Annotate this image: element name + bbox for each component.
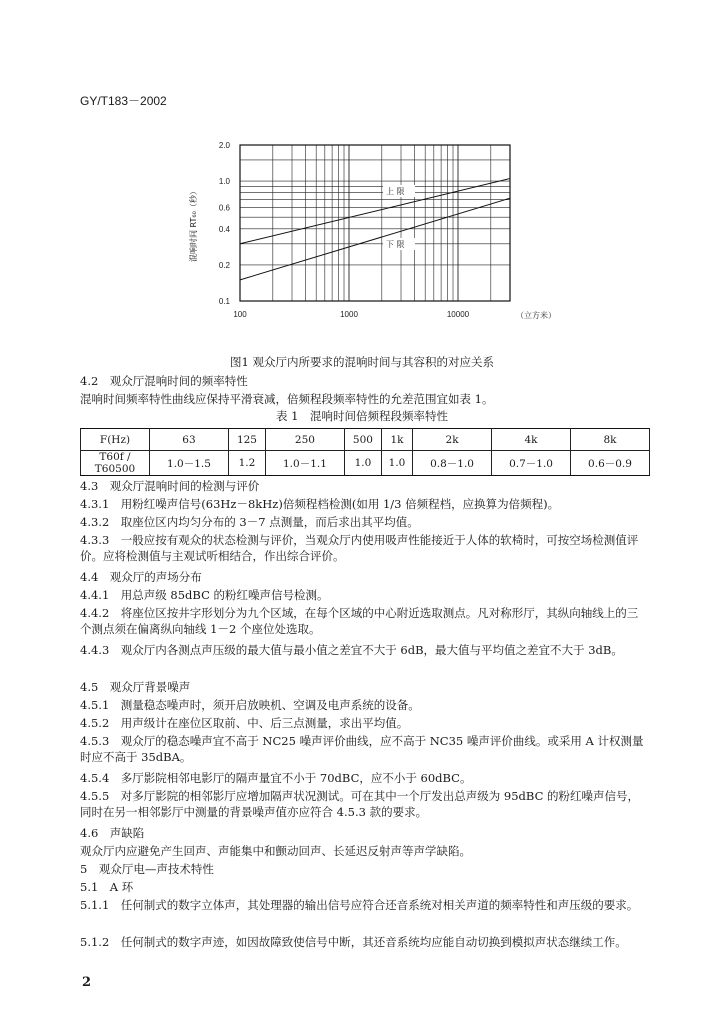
y-tick-label: 0.2 [218, 260, 230, 270]
table-header-cell: 4k [492, 429, 571, 451]
y-tick-label: 0.1 [218, 297, 230, 306]
y-tick-label: 0.6 [218, 203, 230, 213]
table-row-frequency [81, 429, 650, 451]
section-4-4-title: 4.4 观众厅的声场分布 [80, 570, 202, 584]
table-value-cell: 1.0 [344, 451, 381, 476]
section-4-3-title: 4.3 观众厅混响时间的检测与评价 [80, 479, 260, 493]
y-tick-label: 2.0 [218, 141, 230, 150]
section-5-1-1: 5.1.1 任何制式的数字立体声，其处理器的输出信号应符合还音系统对相关声道的频率特性和声压级的要求。 [80, 898, 639, 912]
table-header-cell: 8k [571, 429, 650, 451]
page-number: 2 [82, 975, 92, 990]
table-row-label-frequency: F(Hz) [81, 429, 150, 451]
y-tick-label: 0.4 [218, 224, 230, 234]
x-tick-label: 1000 [340, 310, 358, 319]
section-4-5-3: 4.5.3 观众厅的稳态噪声宜不高于 NC25 噪声评价曲线，应不高于 NC35 噪声评价曲线。或采用 A 计权测量时应不高于 35dBA。 [80, 734, 644, 764]
section-4-6-text: 观众厅内应避免产生回声、声能集中和颤动回声、长延迟反射声等声学缺陷。 [80, 844, 471, 858]
section-4-2-text: 混响时间频率特性曲线应保持平滑衰减，倍频程段频率特性的允差范围宜如表 1。 [80, 392, 494, 406]
table-value-cell: 0.7－1.0 [492, 451, 571, 476]
lower-limit-line [240, 198, 510, 280]
table-header-cell: 125 [228, 429, 265, 451]
figure-caption: 图1 观众厅内所要求的混响时间与其容积的对应关系 [230, 355, 494, 369]
table-title: 表 1 混响时间倍频程段频率特性 [276, 409, 448, 423]
section-4-3-2: 4.3.2 取座位区内均匀分布的 3－7 点测量，而后求出其平均值。 [80, 515, 419, 529]
lower-limit-label: 下 限 [386, 240, 405, 249]
table-value-cell: 1.0 [381, 451, 412, 476]
y-tick-label: 1.0 [218, 177, 230, 187]
table-row-label-ratio: T60f / T60500 [81, 451, 150, 476]
reverb-time-chart [180, 135, 556, 325]
section-5-1-2: 5.1.2 任何制式的数字声迹，如因故障致使信号中断，其还音系统均应能自动切换到模拟声状态继续工作。 [80, 935, 627, 949]
section-4-5-1: 4.5.1 测量稳态噪声时，须开启放映机、空调及电声系统的设备。 [80, 698, 420, 712]
section-4-5-title: 4.5 观众厅背景噪声 [80, 680, 191, 694]
table-header-cell: 63 [150, 429, 229, 451]
table-value-cell: 1.2 [228, 451, 265, 476]
section-4-6-title: 4.6 声缺陷 [80, 826, 145, 840]
section-4-4-2: 4.4.2 将座位区按井字形划分为九个区域，在每个区域的中心附近选取测点。凡对称形厅，其纵向轴线上的三个测点须在偏离纵向轴线 1－2 个座位处选取。 [80, 606, 639, 636]
chart-grid [240, 145, 510, 301]
table-value-cell: 1.0－1.5 [150, 451, 229, 476]
section-4-3-1: 4.3.1 用粉红噪声信号(63Hz－8kHz)倍频程档检测(如用 1/3 倍频程档，应换算为倍频程)。 [80, 497, 560, 511]
x-tick-label: 10000 [446, 310, 470, 319]
table-header-cell: 2k [413, 429, 492, 451]
section-4-5-5: 4.5.5 对多厅影院的相邻影厅应增加隔声状况测试。可在其中一个厅发出总声级为 95dBC 的粉红噪声信号，同时在另一相邻影厅中测量的背景噪声值亦应符合 4.5.3 款的要求。 [80, 789, 640, 819]
table-header-cell: 1k [381, 429, 412, 451]
x-axis-unit: （立方米） [516, 311, 556, 320]
section-5-1-title: 5.1 A 环 [80, 880, 134, 894]
table-header-cell: 500 [344, 429, 381, 451]
upper-limit-label: 上 限 [386, 187, 405, 196]
table-row-ratio [81, 451, 650, 476]
y-axis-label: 混响时间 RT₆₀（秒） [189, 187, 198, 262]
frequency-table [80, 428, 650, 476]
section-4-4-3: 4.4.3 观众厅内各测点声压级的最大值与最小值之差宜不大于 6dB，最大值与平均值之差宜不大于 3dB。 [80, 643, 623, 657]
section-4-2-title: 4.2 观众厅混响时间的频率特性 [80, 374, 248, 388]
table-value-cell: 0.6－0.9 [571, 451, 650, 476]
upper-limit-line [240, 179, 510, 244]
table-value-cell: 1.0－1.1 [265, 451, 344, 476]
section-4-5-2: 4.5.2 用声级计在座位区取前、中、后三点测量，求出平均值。 [80, 716, 409, 730]
x-tick-labels [233, 310, 469, 319]
standard-code-header: GY/T183－2002 [80, 94, 167, 108]
x-tick-label: 100 [233, 310, 247, 319]
table-header-cell: 250 [265, 429, 344, 451]
section-4-4-1: 4.4.1 用总声级 85dBC 的粉红噪声信号检测。 [80, 588, 329, 602]
section-4-3-3: 4.3.3 一般应按有观众的状态检测与评价，当观众厅内使用吸声性能接近于人体的软椅时，可按空场检测值评价。应将检测值与主观试听相结合，作出综合评价。 [80, 533, 639, 563]
table-value-cell: 0.8－1.0 [413, 451, 492, 476]
plot-frame [240, 145, 510, 301]
section-5-title: 5 观众厅电—声技术特性 [80, 862, 214, 876]
section-4-5-4: 4.5.4 多厅影院相邻电影厅的隔声量宜不小于 70dBC，应不小于 60dBC。 [80, 771, 472, 785]
y-tick-labels [219, 141, 231, 306]
